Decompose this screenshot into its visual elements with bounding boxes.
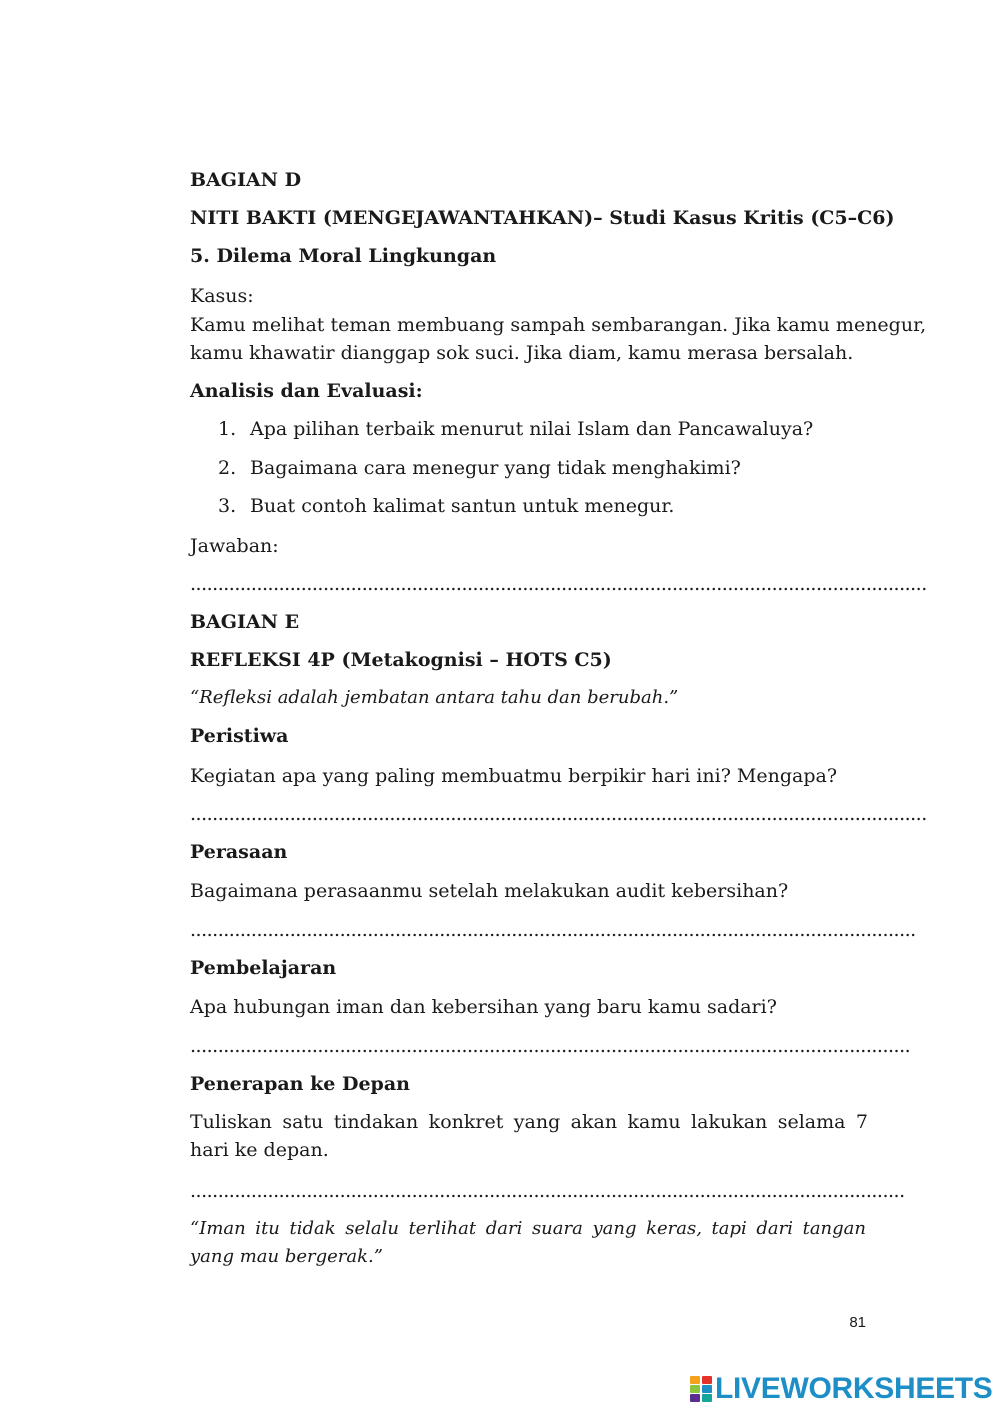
section-e-heading: BAGIAN E bbox=[190, 611, 300, 633]
answer-line-section-d[interactable]: ..................................................................................................................................... bbox=[190, 573, 927, 595]
case-text-line-1: Kamu melihat teman membuang sampah sembarangan. Jika kamu menegur, bbox=[190, 314, 927, 336]
section-e-subheading: REFLEKSI 4P (Metakognisi – HOTS C5) bbox=[190, 649, 612, 671]
page-number: 81 bbox=[849, 1314, 866, 1331]
section-d-subheading: NITI BAKTI (MENGEJAWANTAHKAN)– Studi Kasus Kritis (C5–C6) bbox=[190, 207, 895, 229]
liveworksheets-logo-text: LIVEWORKSHEETS bbox=[715, 1372, 993, 1405]
question-text: Buat contoh kalimat santun untuk menegur. bbox=[250, 495, 675, 517]
closing-quote: “Iman itu tidak selalu terlihat dari suara yang keras, tapi dari tangan yang mau bergerak.” bbox=[190, 1218, 866, 1267]
question-text: Bagaimana cara menegur yang tidak menghakimi? bbox=[250, 457, 741, 479]
question-number: 1. bbox=[218, 418, 237, 440]
penerapan-label: Penerapan ke Depan bbox=[190, 1073, 410, 1095]
question-number: 3. bbox=[218, 495, 237, 517]
answer-label: Jawaban: bbox=[190, 535, 279, 557]
section-d-heading: BAGIAN D bbox=[190, 169, 302, 191]
penerapan-answer-line[interactable]: ................................................................................................................................. bbox=[190, 1180, 905, 1202]
perasaan-question: Bagaimana perasaanmu setelah melakukan audit kebersihan? bbox=[190, 880, 789, 902]
peristiwa-question: Kegiatan apa yang paling membuatmu berpikir hari ini? Mengapa? bbox=[190, 765, 838, 787]
liveworksheets-watermark bbox=[690, 1372, 993, 1406]
pembelajaran-question: Apa hubungan iman dan kebersihan yang baru kamu sadari? bbox=[190, 996, 777, 1018]
perasaan-answer-line[interactable]: ................................................................................................................................... bbox=[190, 919, 916, 941]
pembelajaran-answer-line[interactable]: .................................................................................................................................. bbox=[190, 1035, 911, 1057]
question-text: Apa pilihan terbaik menurut nilai Islam dan Pancawaluya? bbox=[250, 418, 814, 440]
question-item bbox=[218, 454, 741, 482]
case-label: Kasus: bbox=[190, 285, 254, 307]
reflection-quote: “Refleksi adalah jembatan antara tahu dan berubah.” bbox=[190, 687, 679, 708]
peristiwa-answer-line[interactable]: ..................................................................................................................................... bbox=[190, 803, 927, 825]
case-text-line-2: kamu khawatir dianggap sok suci. Jika diam, kamu merasa bersalah. bbox=[190, 342, 854, 364]
analysis-label: Analisis dan Evaluasi: bbox=[190, 380, 423, 402]
question-number: 2. bbox=[218, 457, 237, 479]
perasaan-label: Perasaan bbox=[190, 841, 288, 863]
case-title: 5. Dilema Moral Lingkungan bbox=[190, 245, 497, 267]
peristiwa-label: Peristiwa bbox=[190, 725, 289, 747]
penerapan-question: Tuliskan satu tindakan konkret yang akan kamu lakukan selama 7 hari ke depan. bbox=[190, 1111, 868, 1161]
question-item bbox=[218, 415, 813, 443]
pembelajaran-label: Pembelajaran bbox=[190, 957, 337, 979]
question-item bbox=[218, 492, 674, 520]
liveworksheets-logo-icon bbox=[690, 1376, 712, 1402]
